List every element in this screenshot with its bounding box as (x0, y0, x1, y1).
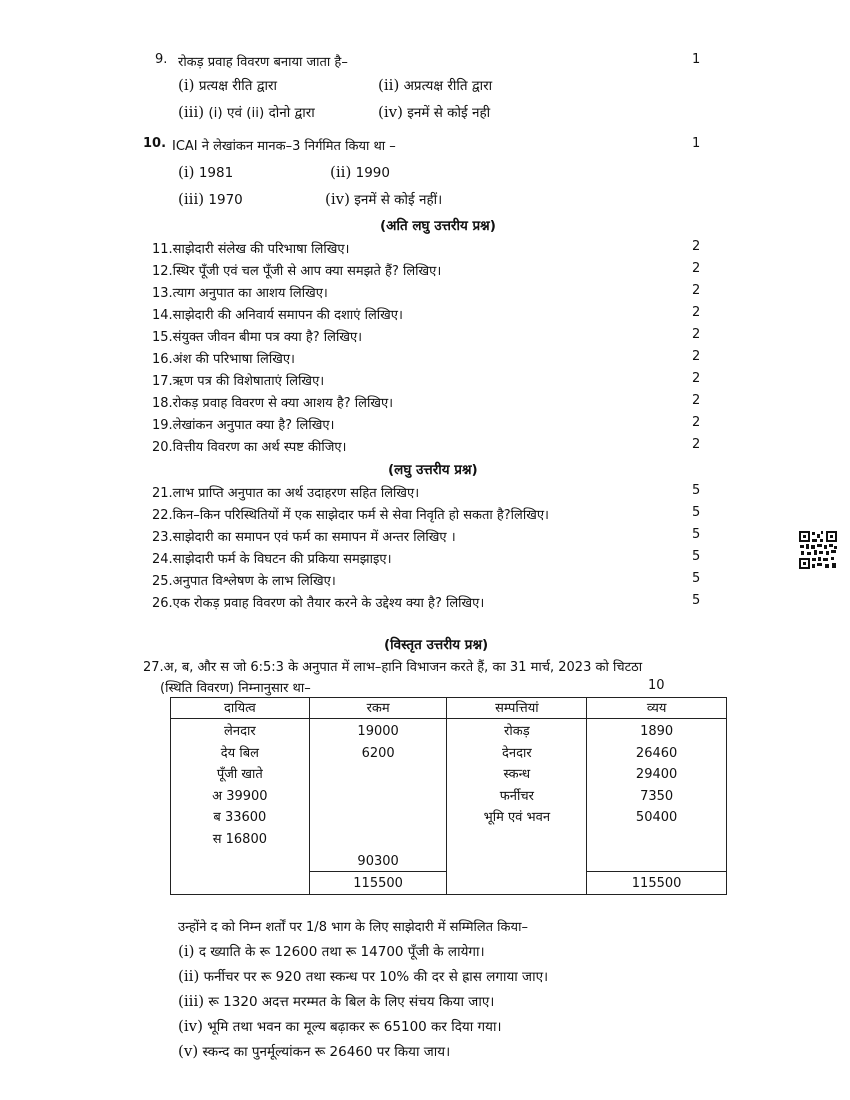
liability-amount: 19000 (357, 724, 399, 739)
question-21-mark: 5 (692, 483, 701, 498)
asset-item: फर्नीचर (499, 788, 534, 804)
question-20: 20.वित्तीय विवरण का अर्थ स्पष्ट कीजिए। (152, 440, 347, 455)
question-22: 22.किन–किन परिस्थितियों में एक साझेदार फर्म से सेवा निवृति हो सकता है?लिखिए। (152, 508, 549, 523)
capital-total: 90300 (357, 854, 399, 869)
assets-cell (447, 719, 587, 895)
question-21: 21.लाभ प्राप्ति अनुपात का अर्थ उदाहरण सहित लिखिए। (152, 486, 420, 501)
asset-amounts-cell (587, 719, 727, 872)
question-22-mark: 5 (692, 505, 701, 520)
question-24-mark: 5 (692, 549, 701, 564)
question-15: 15.संयुक्त जीवन बीमा पत्र क्या है? लिखिए। (152, 330, 363, 345)
header-amount-right: व्यय (587, 698, 727, 719)
liability-amount: 6200 (361, 745, 395, 761)
question-12-mark: 2 (692, 261, 701, 276)
question-26: 26.एक रोकड़ प्रवाह विवरण को तैयार करने के उद्देश्य क्या है? लिखिए। (152, 596, 485, 611)
question-23-mark: 5 (692, 527, 701, 542)
short-heading: (लघु उत्तरीय प्रश्न) (388, 462, 478, 478)
condition-3: (iii) रू 1320 अदत्त मरम्मत के बिल के लिए संचय किया जाए। (178, 992, 495, 1010)
liability-item: ब 33600 (213, 810, 267, 825)
balance-sheet-table (170, 697, 727, 895)
condition-2: (ii) फर्नीचर पर रू 920 तथा स्कन्ध पर 10% की दर से ह्रास लगाया जाए। (178, 967, 549, 985)
question-18: 18.रोकड़ प्रवाह विवरण से क्या आशय है? लिखिए। (152, 396, 394, 411)
q10-option-2: (ii) 1990 (330, 163, 390, 181)
asset-item: देनदार (501, 745, 532, 761)
question-18-mark: 2 (692, 393, 701, 408)
q9-option-3: (iii) (i) एवं (ii) दोनो द्वारा (178, 103, 315, 121)
condition-5: (v) स्कन्द का पुनर्मूल्यांकन रू 26460 पर किया जाय। (178, 1042, 451, 1060)
question-13: 13.त्याग अनुपात का आशय लिखिए। (152, 286, 328, 301)
liability-item: लेनदार (224, 724, 256, 739)
question-23: 23.साझेदारी का समापन एवं फर्म का समापन में अन्तर लिखिए । (152, 530, 456, 545)
question-12: 12.स्थिर पूँजी एवं चल पूँजी से आप क्या समझते हैं? लिखिए। (152, 264, 442, 279)
total-left: 115500 (309, 872, 447, 895)
liability-item: अ 39900 (212, 788, 268, 804)
q9-option-1: (i) प्रत्यक्ष रीति द्वारा (178, 76, 277, 94)
asset-amount: 1890 (640, 724, 674, 739)
asset-item: भूमि एवं भवन (483, 810, 551, 825)
question-11: 11.साझेदारी संलेख की परिभाषा लिखिए। (152, 242, 350, 257)
question-16-mark: 2 (692, 349, 701, 364)
question-27-line-2: (स्थिति विवरण) निम्नानुसार था– (160, 681, 311, 696)
q10-number: 10. (143, 136, 167, 151)
asset-item: स्कन्ध (503, 767, 531, 782)
condition-4: (iv) भूमि तथा भवन का मूल्य बढ़ाकर रू 65100 कर दिया गया। (178, 1017, 502, 1035)
question-15-mark: 2 (692, 327, 701, 342)
question-24: 24.साझेदारी फर्म के विघटन की प्रकिया समझाइए। (152, 552, 392, 567)
question-14-mark: 2 (692, 305, 701, 320)
question-25: 25.अनुपात विश्लेषण के लाभ लिखिए। (152, 574, 336, 589)
header-amount: रकम (309, 698, 447, 719)
liability-item: देय बिल (220, 745, 259, 761)
q9-option-2: (ii) अप्रत्यक्ष रीति द्वारा (378, 76, 493, 94)
liabilities-cell (171, 719, 310, 895)
q9-number: 9. (155, 52, 168, 67)
qr-code-icon (798, 530, 838, 570)
question-27-line-1: 27.अ, ब, और स जो 6:5:3 के अनुपात में लाभ–हानि विभाजन करते हैं, का 31 मार्च, 2023 को चिटठा (143, 660, 643, 675)
admission-intro: उन्होंने द को निम्न शर्तों पर 1/8 भाग के लिए साझेदारी में सम्मिलित किया– (178, 920, 528, 935)
q10-option-1: (i) 1981 (178, 163, 234, 181)
liability-item: पूँजी खाते (216, 767, 263, 782)
question-20-mark: 2 (692, 437, 701, 452)
question-19: 19.लेखांकन अनुपात क्या है? लिखिए। (152, 418, 335, 433)
asset-amount: 50400 (635, 810, 678, 825)
long-heading: (विस्तृत उत्तरीय प्रश्न) (384, 637, 489, 653)
question-11-mark: 2 (692, 239, 701, 254)
question-19-mark: 2 (692, 415, 701, 430)
question-14: 14.साझेदारी की अनिवार्य समापन की दशाएं लिखिए। (152, 308, 403, 323)
header-liabilities: दायित्व (171, 698, 310, 719)
question-13-mark: 2 (692, 283, 701, 298)
total-right: 115500 (587, 872, 727, 895)
question-27-mark: 10 (648, 678, 665, 693)
condition-1: (i) द ख्याति के रू 12600 तथा रू 14700 पूँजी के लायेगा। (178, 942, 485, 960)
question-25-mark: 5 (692, 571, 701, 586)
asset-amount: 26460 (635, 745, 678, 761)
liability-item: स 16800 (212, 831, 267, 847)
asset-item: रोकड़ (504, 724, 530, 739)
q10-text: ICAI ने लेखांकन मानक–3 निर्गमित किया था – (172, 139, 396, 154)
q9-text: रोकड़ प्रवाह विवरण बनाया जाता है– (178, 55, 348, 70)
q9-option-4: (iv) इनमें से कोई नही (378, 103, 491, 121)
question-16: 16.अंश की परिभाषा लिखिए। (152, 352, 295, 367)
question-17-mark: 2 (692, 371, 701, 386)
q9-mark: 1 (692, 52, 701, 67)
asset-amount: 7350 (640, 788, 674, 804)
q10-option-4: (iv) इनमें से कोई नहीं। (325, 190, 443, 208)
very-short-heading: (अति लघु उत्तरीय प्रश्न) (380, 218, 496, 234)
question-26-mark: 5 (692, 593, 701, 608)
liability-amounts-cell (309, 719, 447, 872)
question-17: 17.ऋण पत्र की विशेषाताएं लिखिए। (152, 374, 325, 389)
q10-option-3: (iii) 1970 (178, 190, 243, 208)
q10-mark: 1 (692, 136, 701, 151)
header-assets: सम्पत्तियां (447, 698, 587, 719)
asset-amount: 29400 (635, 767, 678, 782)
